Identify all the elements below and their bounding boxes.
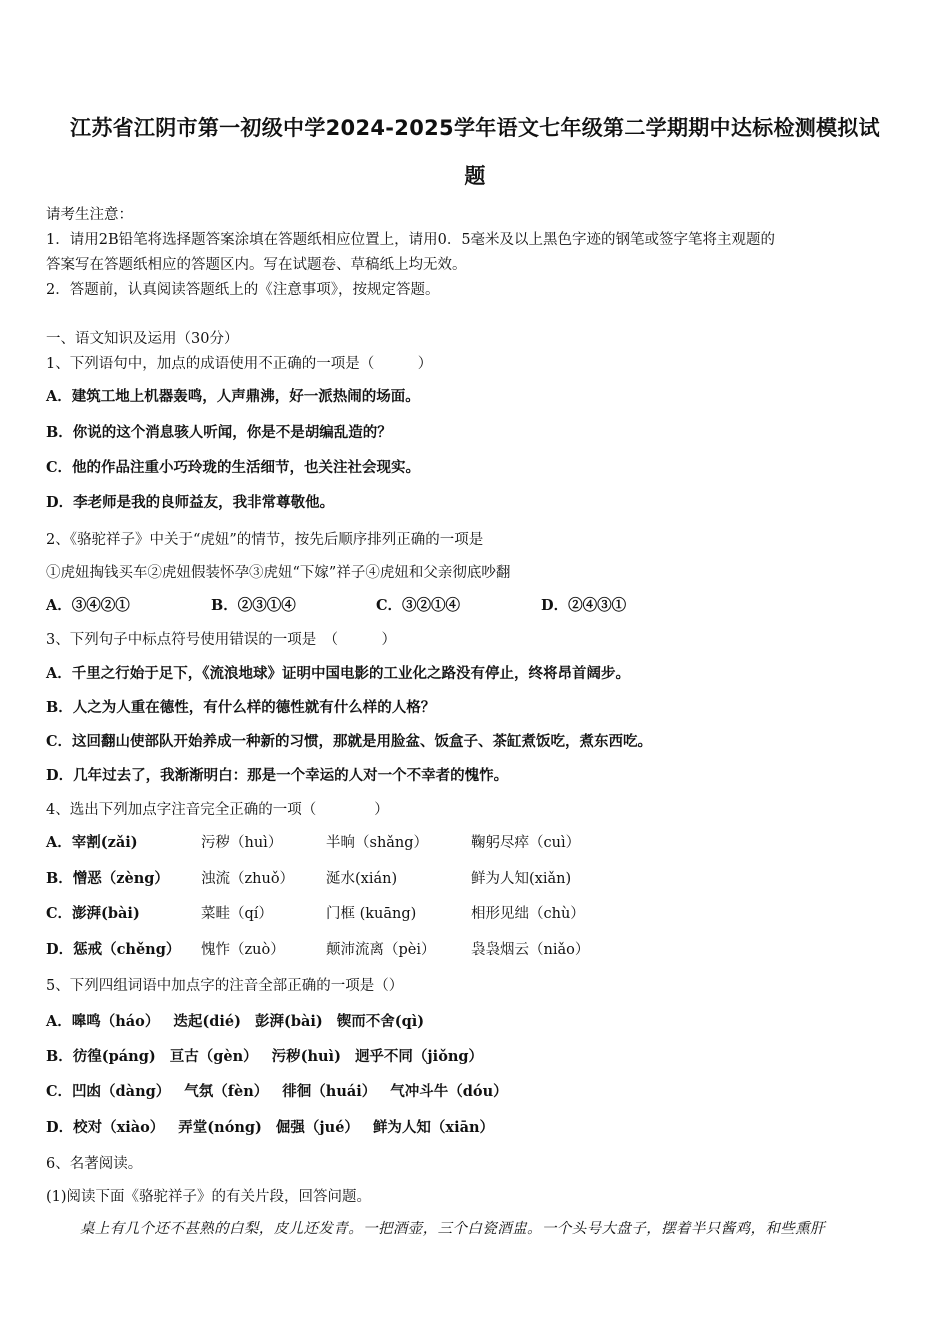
option-cell: 涎水(xián) xyxy=(326,871,398,887)
option-cell: 菜畦（qí） xyxy=(201,906,273,922)
question-1-stem: 1、下列语句中，加点的成语使用不正确的一项是（ ） xyxy=(46,356,433,372)
option-cell: 袅袅烟云（niǎo） xyxy=(471,942,590,958)
question-1-option-c: C．他的作品注重小巧玲珑的生活细节，也关注社会现实。 xyxy=(46,459,421,476)
question-6-stem: 6、名著阅读。 xyxy=(46,1156,143,1172)
notice-heading: 请考生注意： xyxy=(46,207,133,223)
question-5-row-a xyxy=(46,1010,438,1031)
question-3-option-d: D．几年过去了，我渐渐明白：那是一个幸运的人对一个不幸者的愧怍。 xyxy=(46,767,509,784)
question-4-stem: 4、选出下列加点字注音完全正确的一项（ ） xyxy=(46,802,389,818)
option-cell: D．校对（xiào） xyxy=(46,1119,165,1136)
option-cell: 浊流（zhuǒ） xyxy=(201,871,295,887)
question-4-row-d xyxy=(46,938,589,959)
option-cell: 锲而不舍(qì) xyxy=(336,1013,425,1030)
page-title-continued: 题 xyxy=(464,164,486,188)
question-2-sequence: ①虎妞掏钱买车②虎妞假装怀孕③虎妞“下嫁”祥子④虎妞和父亲彻底吵翻 xyxy=(46,565,511,581)
question-2-option-b: B．②③①④ xyxy=(211,597,296,614)
option-cell: 鲜为人知(xiǎn) xyxy=(471,871,572,887)
option-cell: C．澎湃(bài) xyxy=(46,905,140,922)
option-cell: 鞠躬尽瘁（cuì） xyxy=(471,835,581,851)
option-cell: 鲜为人知（xiān） xyxy=(372,1119,495,1136)
option-cell: 气氛（fèn） xyxy=(184,1083,269,1100)
page-title: 江苏省江阴市第一初级中学2024-2025学年语文七年级第二学期期中达标检测模拟试 xyxy=(70,116,880,140)
notice-item: 2．答题前，认真阅读答题纸上的《注意事项》，按规定答题。 xyxy=(46,282,440,298)
question-2-option-c: C．③②①④ xyxy=(376,597,461,614)
option-cell: 门框 (kuāng) xyxy=(326,906,417,922)
notice-item: 1．请用2B铅笔将选择题答案涂填在答题纸相应位置上，请用0．5毫米及以上黑色字迹的钢笔或签字笔将主观题的 xyxy=(46,232,776,248)
option-cell: A．宰割(zǎi) xyxy=(46,834,138,851)
option-cell: 迭起(dié) xyxy=(173,1013,241,1030)
option-cell: D．惩戒（chěng） xyxy=(46,941,181,958)
question-6-sub1: (1)阅读下面《骆驼祥子》的有关片段，回答问题。 xyxy=(46,1189,372,1205)
question-5-row-c xyxy=(46,1080,522,1101)
option-cell: 污秽（huì） xyxy=(201,835,283,851)
question-5-row-d xyxy=(46,1116,508,1137)
question-2-option-d: D．②④③① xyxy=(541,597,627,614)
option-cell: C．凹凼（dàng） xyxy=(46,1083,171,1100)
question-4-row-b xyxy=(46,867,571,888)
question-5-row-b xyxy=(46,1045,497,1066)
option-cell: 彭湃(bài) xyxy=(254,1013,323,1030)
question-1-option-d: D．李老师是我的良师益友，我非常尊敬他。 xyxy=(46,494,335,511)
question-5-stem: 5、下列四组词语中加点字的注音全部正确的一项是（） xyxy=(46,978,404,994)
option-cell: 徘徊（huái） xyxy=(282,1083,377,1100)
section-heading: 一、语文知识及运用（30分） xyxy=(46,331,239,347)
option-cell: B．彷徨(páng) xyxy=(46,1048,156,1065)
question-3-stem: 3、下列句子中标点符号使用错误的一项是 （ ） xyxy=(46,632,396,648)
option-cell: 亘古（gèn） xyxy=(169,1048,258,1065)
option-cell: 倔强（jué） xyxy=(275,1119,359,1136)
question-2-stem: 2、《骆驼祥子》中关于“虎妞”的情节，按先后顺序排列正确的一项是 xyxy=(46,532,484,548)
option-cell: 相形见绌（chù） xyxy=(471,906,585,922)
option-cell: 污秽(huì) xyxy=(271,1048,341,1065)
question-2-options xyxy=(46,594,706,615)
question-4-row-c xyxy=(46,902,585,923)
option-cell: 迥乎不同（jiǒng） xyxy=(354,1048,484,1065)
question-3-option-b: B．人之为人重在德性，有什么样的德性就有什么样的人格？ xyxy=(46,699,436,716)
question-1-option-a: A．建筑工地上机器轰鸣，人声鼎沸，好一派热闹的场面。 xyxy=(46,388,420,405)
question-2-option-a: A．③④②① xyxy=(46,597,130,614)
option-cell: A．嗥鸣（háo） xyxy=(46,1013,160,1030)
option-cell: 颠沛流离（pèi） xyxy=(326,942,436,958)
option-cell: 气冲斗牛（dóu） xyxy=(390,1083,508,1100)
option-cell: 愧怍（zuò） xyxy=(201,942,285,958)
question-3-option-a: A．千里之行始于足下，《流浪地球》证明中国电影的工业化之路没有停止，终将昂首阔步。 xyxy=(46,665,630,682)
option-cell: 半晌（shǎng） xyxy=(326,835,429,851)
question-4-row-a xyxy=(46,831,580,852)
question-3-option-c: C．这回翻山使部队开始养成一种新的习惯，那就是用脸盆、饭盒子、茶缸煮饭吃，煮东西吃。 xyxy=(46,733,653,750)
reading-passage: 桌上有几个还不甚熟的白梨，皮儿还发青。一把酒壶，三个白瓷酒盅。一个头号大盘子，摆着半只酱鸡，和些熏肝 xyxy=(80,1221,825,1237)
option-cell: B．憎恶（zèng） xyxy=(46,870,169,887)
option-cell: 弄堂(nóng) xyxy=(178,1119,262,1136)
question-1-option-b: B．你说的这个消息骇人听闻，你是不是胡编乱造的？ xyxy=(46,424,392,441)
notice-item: 答案写在答题纸相应的答题区内。写在试题卷、草稿纸上均无效。 xyxy=(46,257,467,273)
